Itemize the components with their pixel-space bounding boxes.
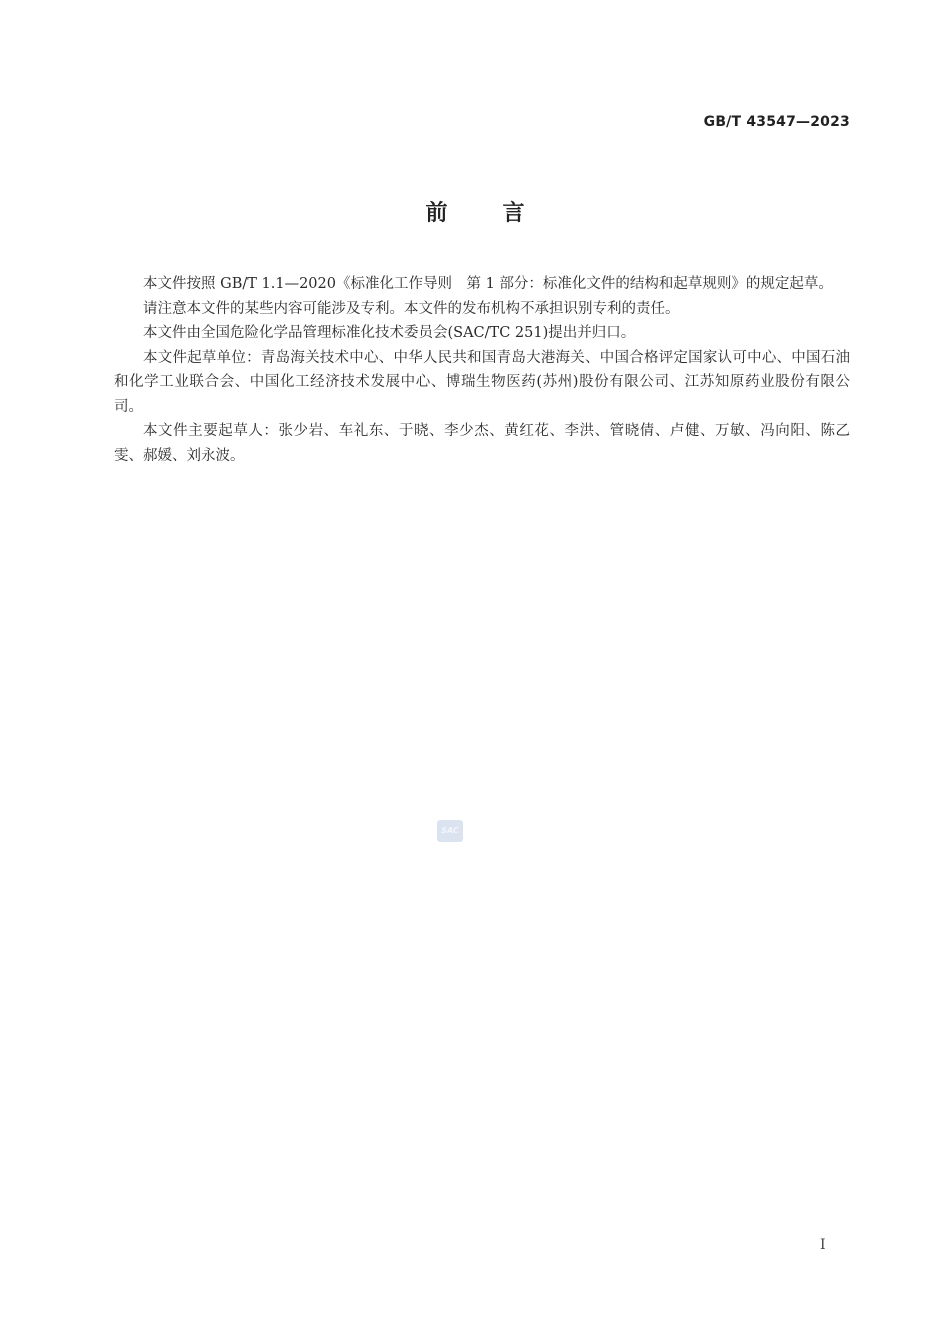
paragraph-drafting-rules: 本文件按照 GB/T 1.1—2020《标准化工作导则 第 1 部分：标准化文件的结构和起草规则》的规定起草。 [143,276,833,292]
paragraph-drafters: 本文件主要起草人：张少岩、车礼东、于晓、李少杰、黄红花、李洪、管晓倩、卢健、万敏、冯向阳、陈乙雯、郝媛、刘永波。 [114,423,850,464]
paragraph-proposer: 本文件由全国危险化学品管理标准化技术委员会(SAC/TC 251)提出并归口。 [143,325,636,341]
foreword-body [114,272,850,468]
paragraph-drafting-units: 本文件起草单位：青岛海关技术中心、中华人民共和国青岛大港海关、中国合格评定国家认可中心、中国石油和化学工业联合会、中国化工经济技术发展中心、博瑞生物医药(苏州)股份有限公司、江苏知原药业股份有限公司。 [114,349,850,415]
paragraph-patent-notice: 请注意本文件的某些内容可能涉及专利。本文件的发布机构不承担识别专利的责任。 [143,300,680,317]
sac-watermark-logo: SAC [437,820,463,842]
page-number: I [820,1237,826,1253]
page-title: 前言 [425,201,580,226]
document-code: GB/T 43547—2023 [703,114,850,130]
